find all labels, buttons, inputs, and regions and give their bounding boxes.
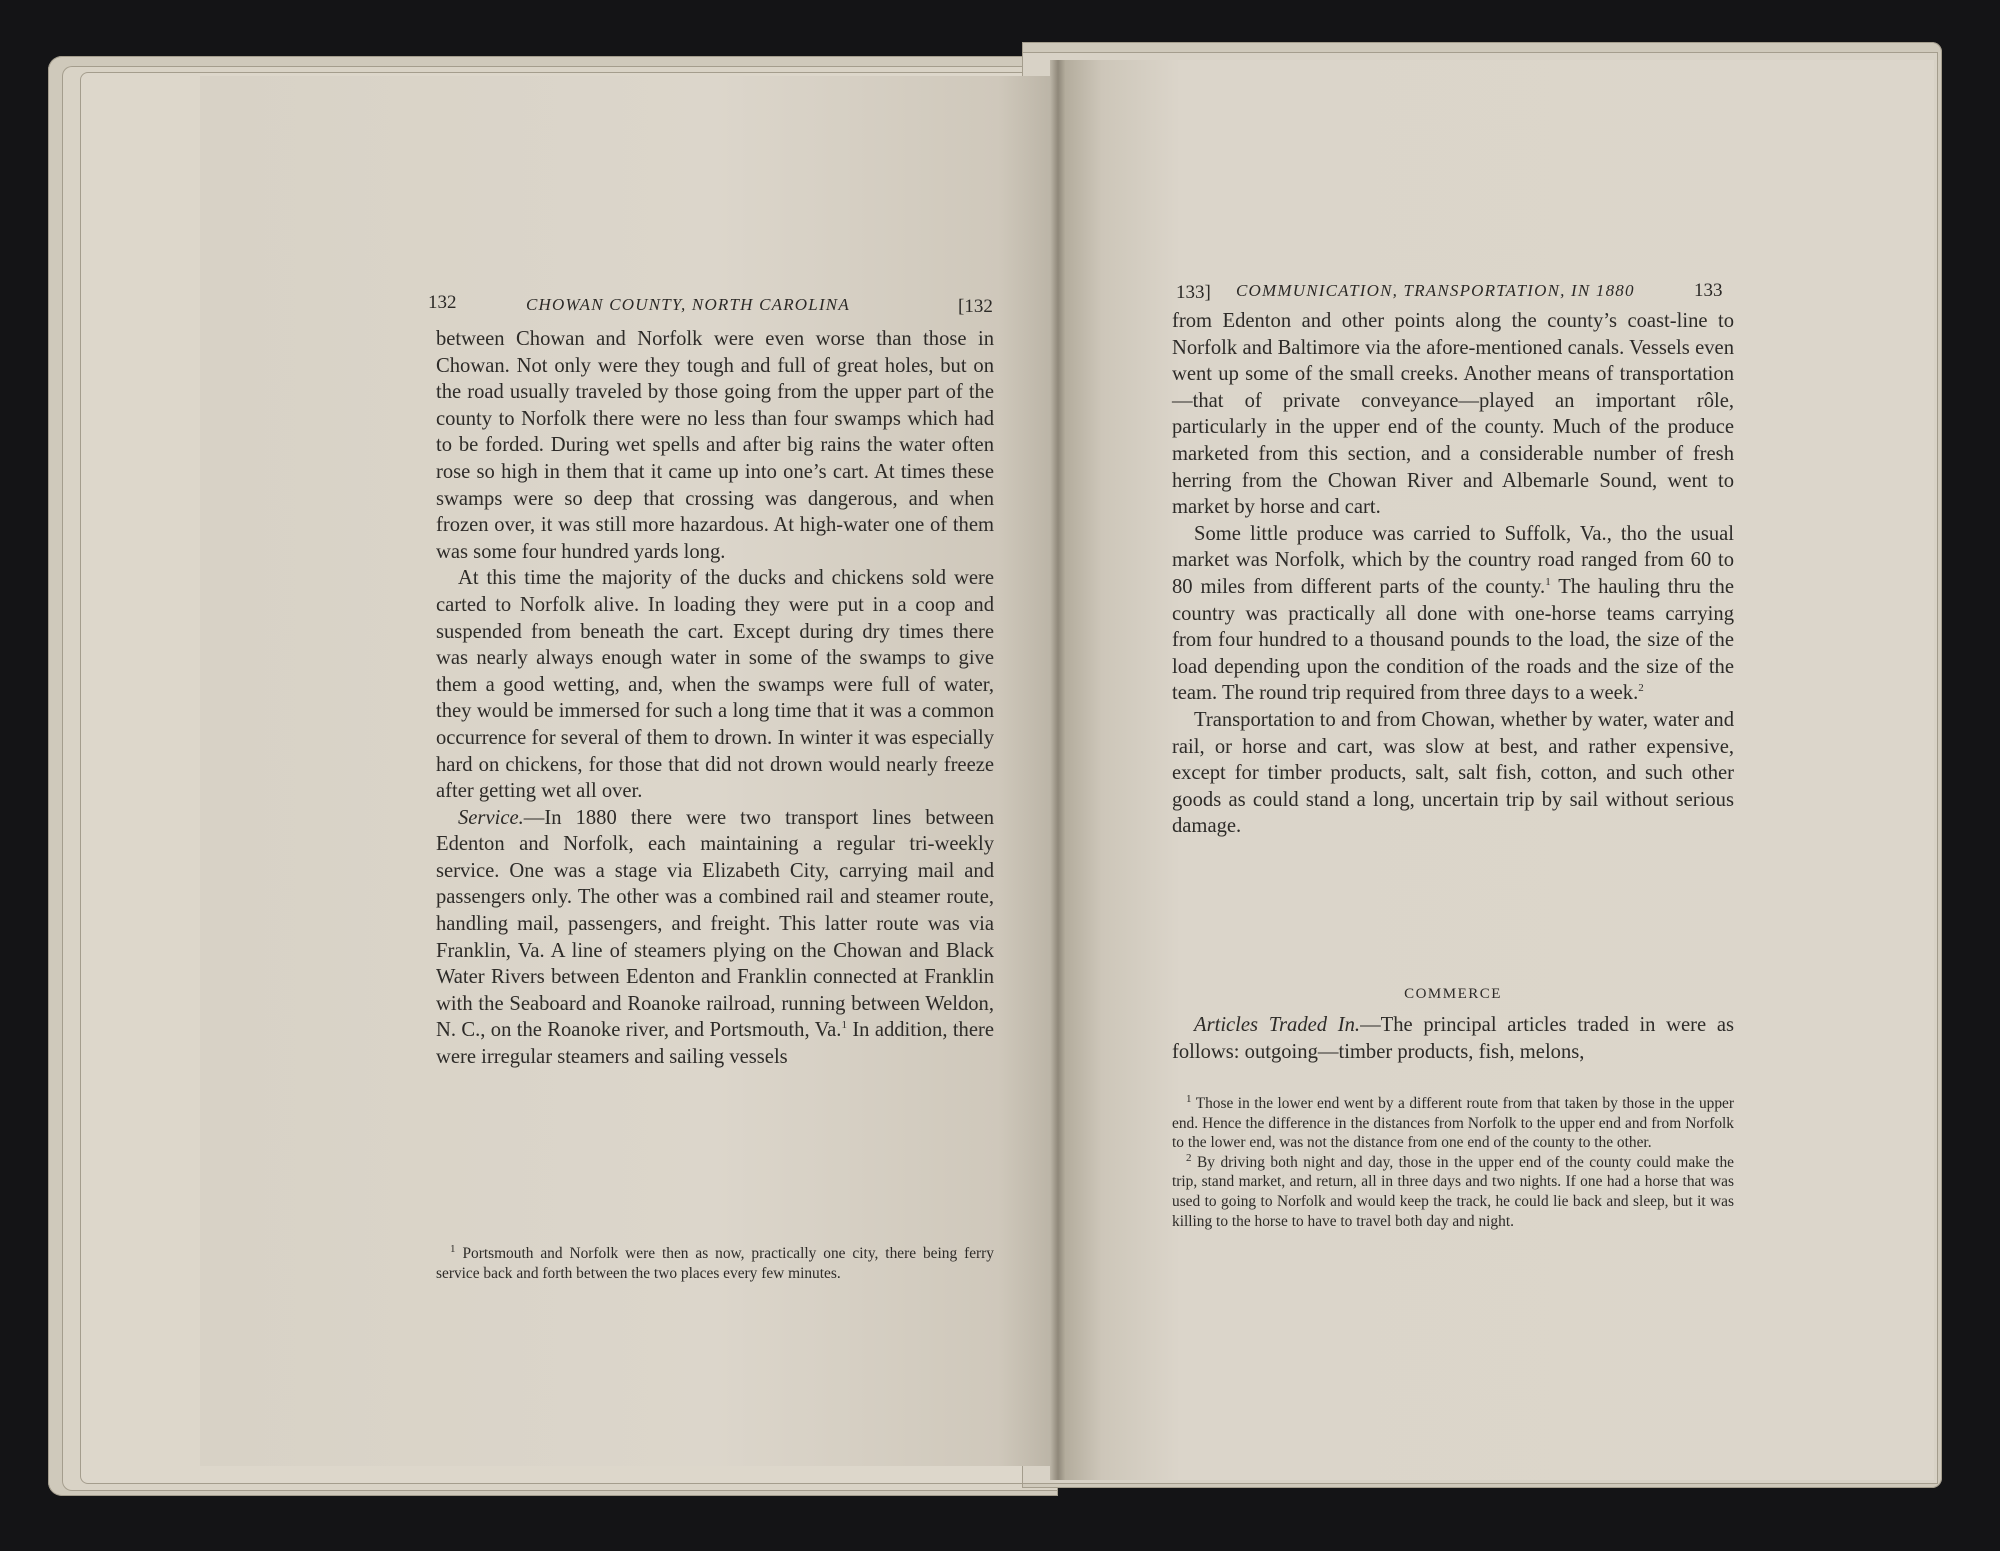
commerce-heading: COMMERCE (1404, 986, 1502, 1002)
left-page-number: 132 (428, 292, 457, 313)
left-footnote-mark: 1 (450, 1242, 456, 1255)
service-tail: In addition, there were irregular steamers and sailing vessels (436, 1019, 994, 1069)
right-page (1058, 60, 1934, 1480)
right-footnote-2-mark: 2 (1186, 1151, 1192, 1164)
right-footnote-1 (1172, 1094, 1734, 1153)
right-footnotes (1172, 1094, 1734, 1231)
right-footnote-mark-2: 2 (1638, 682, 1644, 695)
right-paragraph-3: Transportation to and from Chowan, whether by water, water and rail, or horse and cart, was slow at best, and rather expensive, except for timber products, salt, salt fish, cotton, and such other goods as could stand a long, uncertain trip by sail without serious damage. (1172, 708, 1734, 838)
right-footnote-1-text: Those in the lower end went by a different route from that taken by those in the upper end. Hence the difference in the distances from Norfolk to the upper end and from Norfolk to the lower end, was not the distance from one end of the county to the other. (1172, 1095, 1734, 1152)
right-paragraph-1: from Edenton and other points along the county’s coast-line to Norfolk and Baltimore via the afore-mentioned canals. Vessels even went up some of the small creeks. Another means of transportation—that of private conveyance—played an important rôle, particularly in the upper end of the county. Much of the produce marketed from this section, and a considerable number of fresh herring from the Chowan River and Albemarle Sound, went to market by horse and cart. (1172, 310, 1734, 519)
right-page-number: 133 (1694, 280, 1723, 301)
left-paragraph-service (436, 805, 994, 1071)
right-footnote-2 (1172, 1153, 1734, 1231)
left-running-title-text: CHOWAN COUNTY, NORTH CAROLINA (526, 295, 850, 314)
right-paragraph-2b: The hauling thru the country was practically all done with one-horse teams carrying from four hundred to a thousand pounds to the load, the size of the load depending upon the condition of the roads and the size of the team. The round trip required from three days to a week. (1172, 575, 1734, 705)
right-paragraph-2 (1172, 521, 1734, 707)
articles-paragraph (1172, 1012, 1734, 1065)
right-paragraph-2a: Some little produce was carried to Suffolk, Va., tho the usual market was Norfolk, which by the country road ranged from 60 to 80 miles from different parts of the county. (1172, 522, 1734, 598)
right-bracket-number: 133] (1176, 282, 1211, 303)
service-label: Service. (458, 806, 524, 829)
book-gutter (1050, 60, 1066, 1480)
right-footnote-1-mark: 1 (1186, 1092, 1192, 1105)
left-footnote (436, 1244, 994, 1283)
right-running-title (1236, 280, 1635, 302)
left-bracket-number: [132 (958, 296, 993, 317)
left-paragraph-2: At this time the majority of the ducks and chickens sold were carted to Norfolk alive. In loading they were put in a coop and suspended from beneath the cart. Except during dry times there was nearly always enough water in some of the swamps to give them a good wetting, and, when the swamps were full of water, they would be immersed for such a long time that it was a common occurrence for several of them to drown. In winter it was especially hard on chickens, for those that did not drown would nearly freeze after getting wet all over. (436, 567, 994, 803)
right-running-title-text: COMMUNICATION, TRANSPORTATION, IN 1880 (1236, 281, 1635, 300)
left-footnote-text: Portsmouth and Norfolk were then as now, practically one city, there being ferry service back and forth between the two places every few minutes. (436, 1245, 994, 1282)
left-paragraph-1: between Chowan and Norfolk were even worse than those in Chowan. Not only were they tough and full of great holes, but on the road usually traveled by those going from the upper part of the county to Norfolk there were no less than four swamps which had to be forded. During wet spells and after big rains the water often rose so high in them that it came up into one’s cart. At times these swamps were so deep that crossing was dangerous, and when frozen over, it was still more hazardous. At high-water one of them was some four hundred yards long. (436, 328, 994, 563)
left-page (200, 76, 1058, 1466)
service-footnote-mark: 1 (841, 1019, 847, 1032)
left-body-text (436, 326, 994, 1071)
articles-text: —The principal articles traded in were as follows: outgoing—timber products, fish, melons, (1172, 1014, 1734, 1063)
right-commerce-text (1172, 1012, 1734, 1065)
right-footnote-mark-1: 1 (1545, 576, 1551, 589)
service-text: —In 1880 there were two transport lines between Edenton and Norfolk, each maintaining a regular tri-weekly service. One was a stage via Elizabeth City, carrying mail and passengers only. The other was a combined rail and steamer route, handling mail, passengers, and freight. This latter route was via Franklin, Va. A line of steamers plying on the Chowan and Black Water Rivers between Edenton and Franklin connected at Franklin with the Seaboard and Roanoke railroad, running between Weldon, N. C., on the Roanoke river, and Portsmouth, Va. (436, 806, 994, 1042)
articles-label: Articles Traded In. (1194, 1014, 1361, 1036)
right-body-text (1172, 308, 1734, 840)
right-footnote-2-text: By driving both night and day, those in the upper end of the county could make the trip, stand market, and return, all in three days and two nights. If one had a horse that was used to going to Norfolk and would keep the track, he could lie back and sleep, but it was killing to the horse to have to travel both day and night. (1172, 1153, 1734, 1230)
left-running-title (526, 294, 850, 316)
